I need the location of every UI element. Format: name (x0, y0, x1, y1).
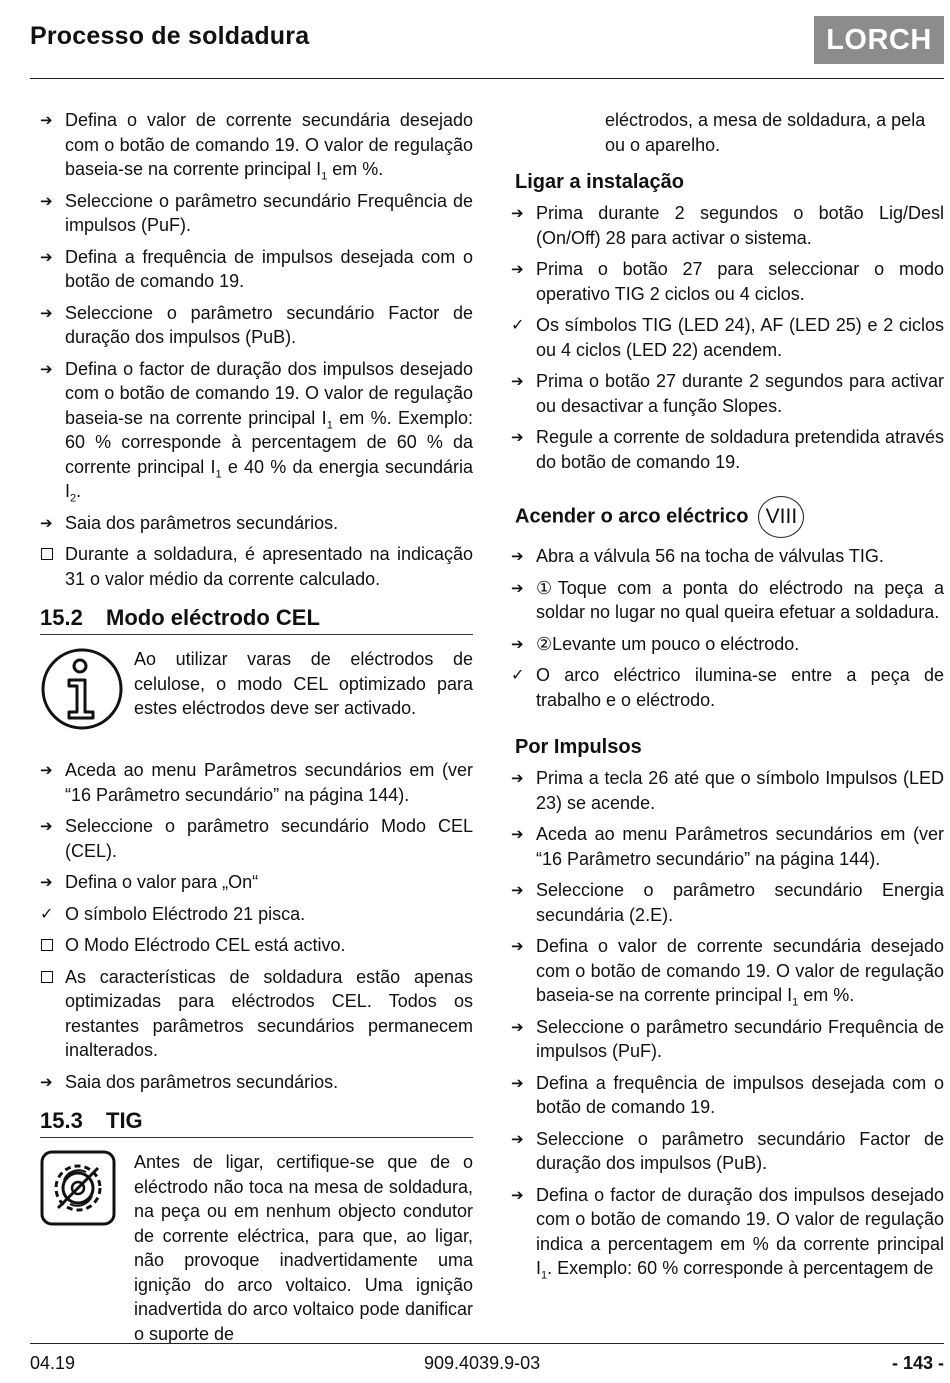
footer-date: 04.19 (30, 1353, 76, 1373)
list-item (40, 542, 473, 591)
list-item (511, 1071, 944, 1120)
list (40, 758, 473, 1094)
list-item (511, 313, 944, 362)
text-run: Durante a soldadura, é apresentado na indicação 31 o valor médio da corrente calculado. (65, 544, 473, 589)
list-item (511, 425, 944, 474)
list-item-text (536, 546, 884, 566)
gear-warning-icon (40, 1150, 134, 1346)
text-run: Defina a frequência de impulsos desejada com o botão de comando 19. (65, 246, 473, 291)
subheading-ligar: Ligar a instalação (515, 171, 684, 193)
text-run: ①Toque com a ponta do eléctrodo na peça a soldar no lugar no qual queira efetuar a soldadura. (536, 577, 944, 622)
text-run: Prima o botão 27 para seleccionar o modo operativo TIG 2 ciclos ou 4 ciclos. (536, 259, 944, 304)
list-item-text (536, 1073, 944, 1118)
text-run: Defina o valor de corrente secundária desejado com o botão de comando 19. O valor de regulação baseia-se na corrente principal I (536, 936, 944, 1005)
list-item (40, 108, 473, 182)
subheading-acender (515, 496, 944, 538)
list-item (40, 902, 473, 927)
subheading-text: Acender o arco eléctrico (515, 505, 749, 528)
list-item (40, 870, 473, 895)
continuation-text: eléctrodos, a mesa de soldadura, a pela ou o aparelho. (605, 110, 926, 155)
list-item-text (65, 303, 473, 348)
list-item (511, 257, 944, 306)
list-item-text (65, 904, 305, 924)
list-item-text (536, 824, 944, 869)
list (511, 544, 944, 712)
arrow-marker-icon: ➔ (511, 260, 524, 278)
text-run: Prima o botão 27 durante 2 segundos para activar ou desactivar a função Slopes. (536, 371, 944, 416)
text-run: Aceda ao menu Parâmetros secundários em (ver “16 Parâmetro secundário” na página 144). (536, 824, 944, 869)
text-run: O arco eléctrico ilumina-se entre a peça de trabalho e o eléctrodo. (536, 665, 944, 710)
text-run: As características de soldadura estão apenas optimizadas para eléctrodos CEL. Todos os restantes parâmetros secundários permanecem inalterados. (65, 966, 473, 1060)
arrow-marker-icon: ➔ (511, 825, 524, 843)
list-item (40, 301, 473, 350)
section-title: TIG (106, 1108, 143, 1133)
list-item (511, 576, 944, 625)
list-item (511, 822, 944, 871)
list-item-text (536, 1017, 944, 1062)
check-marker-icon: ✓ (40, 903, 54, 923)
list-item (511, 369, 944, 418)
arrow-marker-icon: ➔ (40, 1072, 53, 1091)
text-run: Abra a válvula 56 na tocha de válvulas TIG. (536, 546, 884, 566)
list-item (40, 357, 473, 504)
list-item (511, 878, 944, 927)
list-item (511, 1127, 944, 1176)
text-run: Defina o factor de duração dos impulsos desejado com o botão de comando 19. O valor de regulação baseia-se na corrente principal I (65, 358, 473, 428)
notice-text: Antes de ligar, certifique-se que de o eléctrodo não toca na mesa de soldadura, na peça ou em nenhum objecto condutor de corrente eléctrica, para que, ao ligar, não provoque inadvertidamente uma ignição do arco voltaico. Uma ignição inadvertida do arco voltaico pode danificar o suporte de (134, 1152, 473, 1344)
list-item-text (536, 768, 944, 813)
arrow-marker-icon: ➔ (511, 881, 524, 899)
list-item-text (536, 315, 944, 360)
text-run: em %. (798, 985, 855, 1005)
section-heading-tig (40, 1108, 473, 1138)
list-item-text (65, 110, 473, 183)
arrow-marker-icon: ➔ (511, 1185, 524, 1204)
arrow-marker-icon: ➔ (511, 372, 524, 390)
box-marker-icon (41, 971, 53, 983)
list-item-text (536, 578, 944, 623)
footer-doc-number: 909.4039.9-03 (424, 1353, 541, 1373)
section-number: 15.3 (40, 1108, 83, 1133)
list-item (40, 245, 473, 294)
notice-tig (40, 1150, 473, 1346)
arrow-marker-icon: ➔ (511, 578, 524, 597)
arrow-marker-icon: ➔ (40, 761, 53, 779)
text-run: Defina o factor de duração dos impulsos desejado com o botão de comando 19. O valor de regulação indica a percentagem em % da corrente principal I (536, 1184, 944, 1278)
text-run: Saia dos parâmetros secundários. (65, 1071, 339, 1092)
list-item-text (65, 872, 258, 892)
list-item (40, 965, 473, 1063)
list-item-text (536, 1129, 944, 1174)
list-item-text (536, 203, 944, 248)
subscript: 1 (321, 170, 328, 183)
box-marker-icon (41, 548, 53, 560)
list-item (40, 758, 473, 807)
page-number: - 143 - (891, 1353, 944, 1373)
list-item-text (536, 427, 944, 472)
list-item-text (65, 247, 473, 292)
list-item-text (65, 760, 473, 805)
left-column (40, 108, 473, 1364)
text-run: Saia dos parâmetros secundários. (65, 512, 339, 533)
list-item (511, 934, 944, 1008)
text-run: O Modo Eléctrodo CEL está activo. (65, 935, 346, 955)
section-heading-cel (40, 605, 473, 635)
text-run: . Exemplo: 60 % corresponde à percentagem de (547, 1258, 934, 1278)
lorch-logo: LORCH (814, 16, 944, 64)
figure-reference-badge: VIII (758, 496, 804, 538)
box-marker-icon (41, 939, 53, 951)
list-item (40, 189, 473, 238)
notice-text: Ao utilizar varas de eléctrodos de celulose, o modo CEL optimizado para estes eléctrodos deve ser activado. (134, 649, 473, 718)
check-marker-icon: ✓ (511, 665, 525, 684)
arrow-marker-icon: ➔ (40, 513, 53, 532)
subscript: 1 (541, 1269, 548, 1282)
list-item (511, 632, 944, 657)
subscript: 1 (326, 419, 333, 432)
arrow-marker-icon: ➔ (511, 769, 524, 787)
arrow-marker-icon: ➔ (511, 1017, 524, 1036)
right-column (511, 108, 944, 1288)
list-item (511, 201, 944, 250)
list-item-text (65, 358, 474, 505)
list (511, 201, 944, 474)
footer-divider (30, 1343, 944, 1344)
text-run: ②Levante um pouco o eléctrodo. (536, 633, 800, 654)
list-item-text (65, 816, 473, 861)
list-item-text (536, 634, 799, 654)
list-item (511, 663, 944, 712)
list-item-text (536, 1184, 944, 1282)
arrow-marker-icon: ➔ (40, 817, 53, 835)
text-run: Defina o valor de corrente secundária desejado com o botão de comando 19. O valor de regulação baseia-se na corrente principal I (65, 110, 473, 179)
text-run: Os símbolos TIG (LED 24), AF (LED 25) e 2 ciclos ou 4 ciclos (LED 22) acendem. (536, 315, 944, 360)
check-marker-icon: ✓ (511, 315, 525, 334)
arrow-marker-icon: ➔ (511, 428, 524, 446)
text-run: O símbolo Eléctrodo 21 pisca. (65, 903, 306, 924)
list (511, 766, 944, 1281)
arrow-marker-icon: ➔ (511, 634, 524, 653)
list-item (40, 933, 473, 958)
info-icon (40, 647, 134, 740)
text-run: e 40 % da energia secundária I (65, 456, 473, 501)
list-item-text (65, 544, 473, 589)
subscript: 1 (792, 996, 799, 1009)
header-divider (30, 78, 944, 79)
text-run: Regule a corrente de soldadura pretendida através do botão de comando 19. (536, 427, 944, 472)
arrow-marker-icon: ➔ (40, 303, 53, 322)
text-run: Seleccione o parâmetro secundário Factor de duração dos impulsos (PuB). (536, 1128, 944, 1173)
page-title: Processo de soldadura (30, 22, 310, 50)
list-item (511, 1015, 944, 1064)
list-item (511, 766, 944, 815)
list-item-text (536, 665, 944, 710)
text-run: . (76, 481, 82, 501)
list (40, 108, 473, 591)
text-run: Defina o valor para „On“ (65, 872, 259, 892)
arrow-marker-icon: ➔ (40, 359, 53, 378)
text-run: Prima durante 2 segundos o botão Lig/Desl (On/Off) 28 para activar o sistema. (536, 203, 944, 248)
text-run: Seleccione o parâmetro secundário Frequência de impulsos (PuF). (536, 1016, 944, 1061)
notice-cel (40, 647, 473, 740)
text-run: Seleccione o parâmetro secundário Factor de duração dos impulsos (PuB). (65, 302, 473, 347)
list-item (40, 1070, 473, 1095)
list-item-text (536, 880, 944, 925)
text-run: em %. (327, 159, 384, 179)
section-number: 15.2 (40, 605, 83, 630)
text-run: Prima a tecla 26 até que o símbolo Impulsos (LED 23) se acende. (536, 768, 944, 813)
section-title: Modo eléctrodo CEL (106, 605, 320, 630)
text-run: Seleccione o parâmetro secundário Frequência de impulsos (PuF). (65, 190, 473, 235)
text-run: Seleccione o parâmetro secundário Modo CEL (CEL). (65, 816, 473, 861)
arrow-marker-icon: ➔ (40, 873, 53, 891)
list-item-text (65, 1072, 338, 1092)
text-run: Aceda ao menu Parâmetros secundários em (ver “16 Parâmetro secundário” na página 144). (65, 760, 473, 805)
list-item-text (536, 259, 944, 304)
list-item (511, 544, 944, 569)
arrow-marker-icon: ➔ (40, 111, 53, 129)
list-item-text (65, 935, 345, 955)
subscript: 1 (215, 468, 222, 481)
arrow-marker-icon: ➔ (511, 204, 524, 222)
arrow-marker-icon: ➔ (511, 547, 524, 565)
arrow-marker-icon: ➔ (40, 191, 53, 210)
list-item (40, 511, 473, 536)
arrow-marker-icon: ➔ (511, 1073, 524, 1092)
list-item-text (536, 371, 944, 416)
subscript: 2 (70, 492, 77, 505)
subheading-impulsos: Por Impulsos (515, 736, 642, 758)
list-item (511, 1183, 944, 1281)
text-run: Seleccione o parâmetro secundário Energia secundária (2.E). (536, 880, 944, 925)
list-item-text (65, 513, 338, 533)
list-item-text (536, 936, 944, 1009)
arrow-marker-icon: ➔ (511, 1129, 524, 1148)
list-item-text (65, 191, 473, 236)
text-run: Defina a frequência de impulsos desejada com o botão de comando 19. (536, 1072, 944, 1117)
list-item (40, 814, 473, 863)
text-run: em %. Exemplo: 60 % corresponde à percentagem de 60 % da corrente principal I (65, 407, 474, 477)
arrow-marker-icon: ➔ (511, 937, 524, 955)
arrow-marker-icon: ➔ (40, 247, 53, 266)
list-item-text (65, 967, 473, 1061)
